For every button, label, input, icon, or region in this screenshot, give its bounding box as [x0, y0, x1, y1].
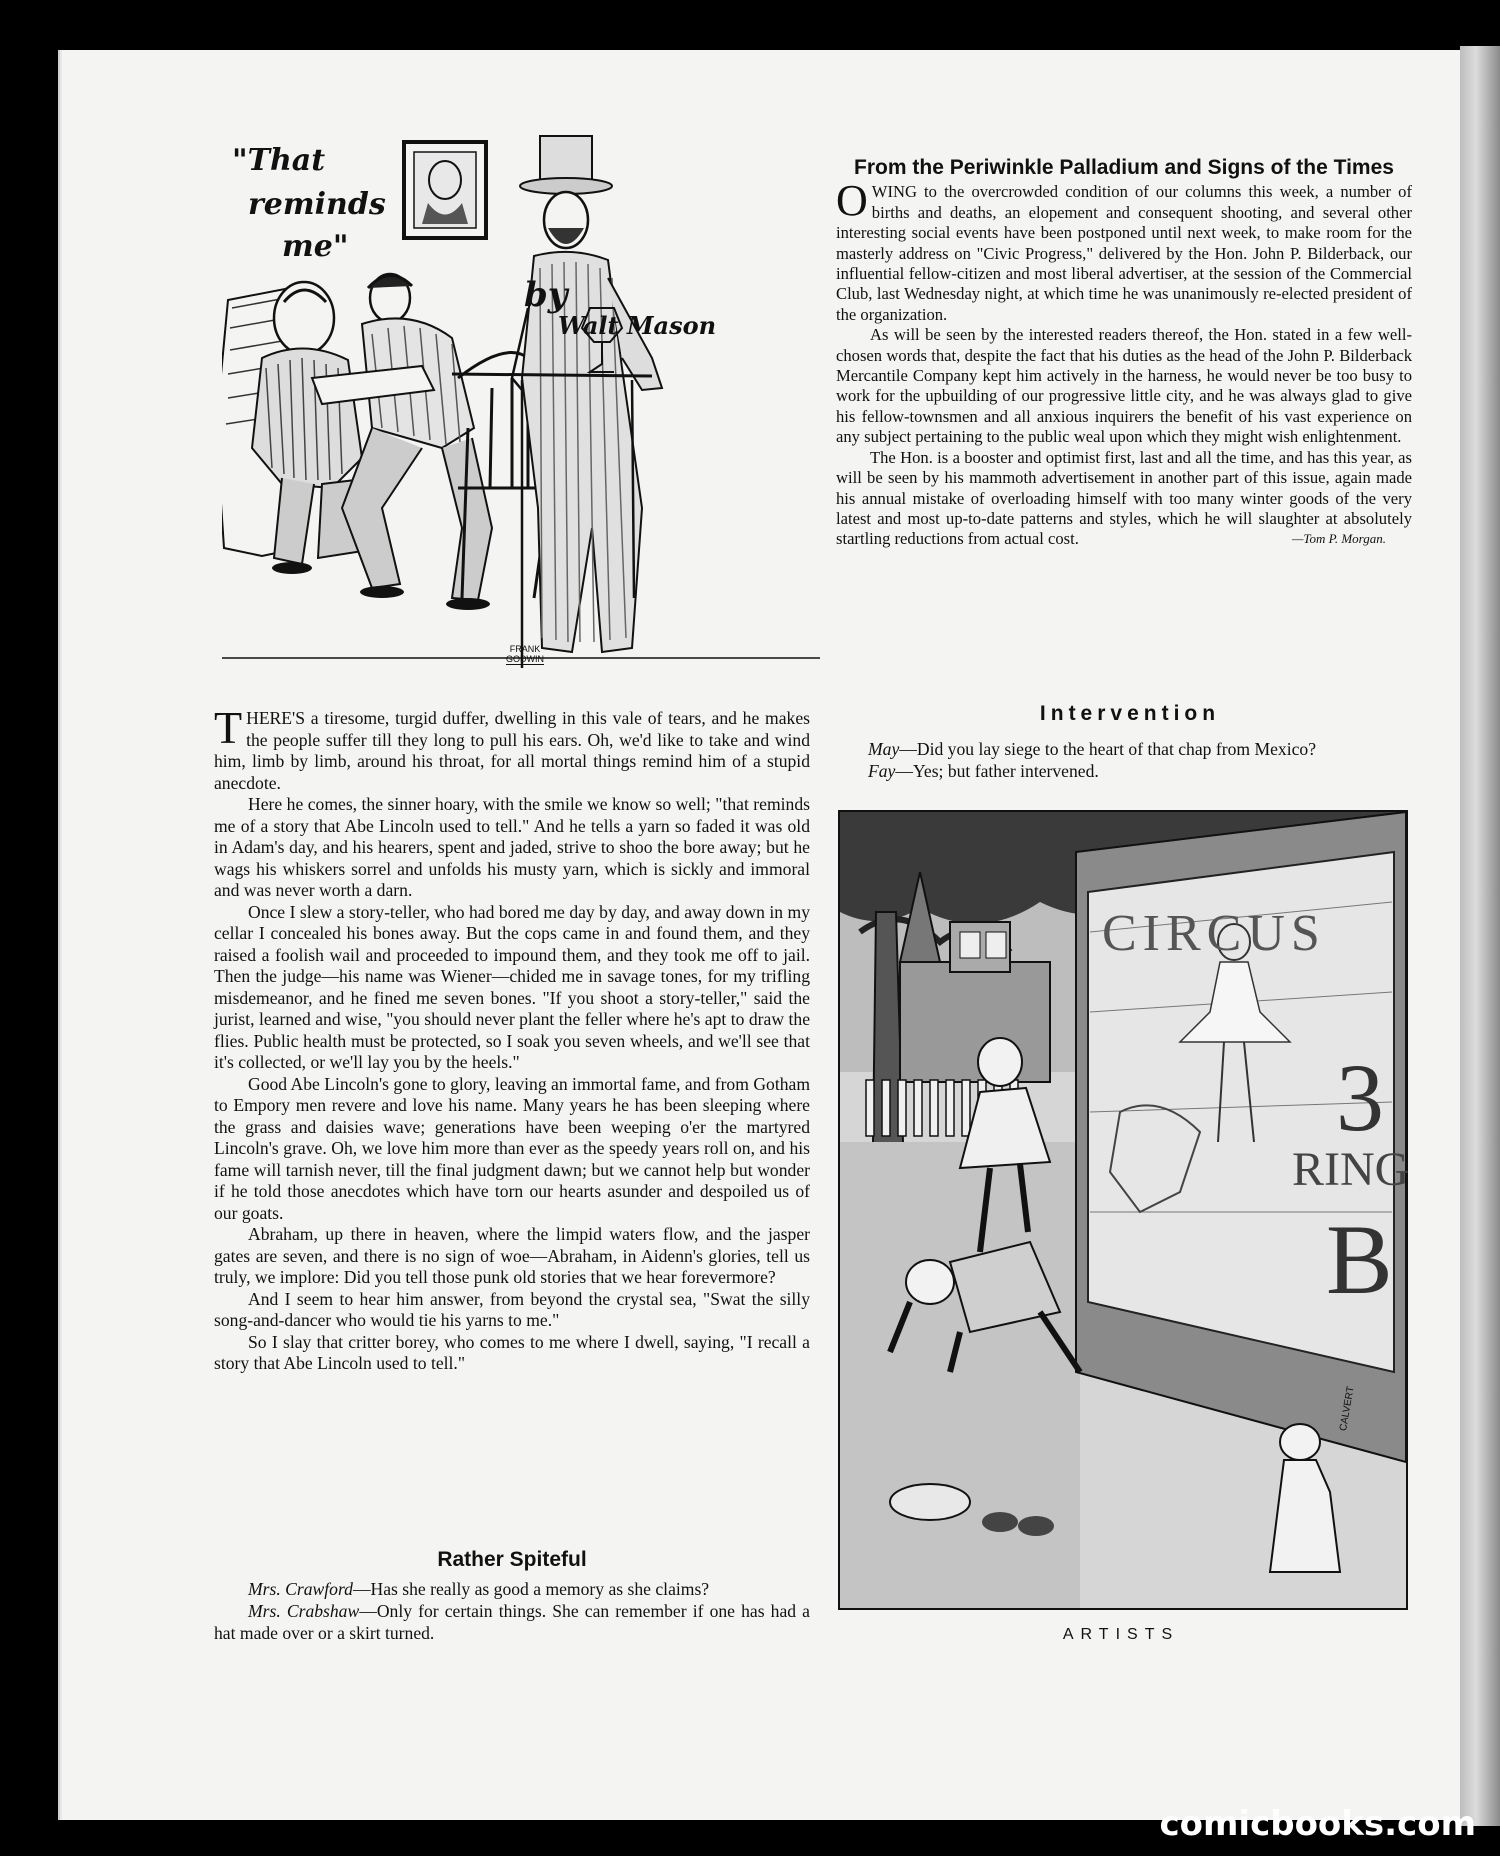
that-reminds-me-illustration: [222, 128, 820, 680]
artists-signature: CALVERT: [1338, 1385, 1357, 1432]
watermark: comicbooks.com: [1159, 1804, 1476, 1844]
periwinkle-dropcap: O: [836, 176, 868, 226]
intervention-line-1: May—Did you lay siege to the heart of that chap from Mexico?: [868, 739, 1317, 759]
article-paragraph-6: And I seem to hear him answer, from beyond the crystal sea, "Swat the silly song-and-dancer who would tie his yarns to me.": [214, 1288, 810, 1330]
artists-caption: ARTISTS: [1062, 1626, 1180, 1643]
article-paragraph-1: THERE'S a tiresome, turgid duffer, dwelling in this vale of tears, and he makes the people suffer till they long to pull his ears. Oh, we'd like to take and wind him, limb by limb, around his throat, for all mortal things remind him of a stupid anecdote.: [214, 702, 810, 793]
poster-text-mid: RING: [1292, 1143, 1410, 1196]
rather-spiteful-title: Rather Spiteful: [437, 1548, 587, 1571]
article-paragraph-2: Here he comes, the sinner hoary, with the smile we know so well; "that reminds me of a story that Abe Lincoln used to tell." And he tells a yarn so faded it was old in Adam's day, and his hearers, spent and jaded, strive to shoo the bore away; but he wags his whiskers sorrel and unfolds his musty yarn, which is sickly and immoral and was never worth a darn.: [214, 794, 810, 900]
periwinkle-paragraph-3: The Hon. is a booster and optimist first, last and all the time, and has this year, as will be seen by his mammoth advertisement in another part of this issue, again made his annual mistake of overloading himself with too many winter goods of the very latest and most up-to-date patterns and styles, which he will slaughter at absolutely startling reductions from actual cost. —Tom P. Morgan.: [836, 447, 1412, 549]
periwinkle-title: From the Periwinkle Palladium and Signs of the Times: [854, 156, 1394, 179]
illustration-signature-line-1: FRANK: [509, 644, 541, 654]
intervention-body: [868, 738, 1428, 782]
illustration-by: by: [524, 275, 568, 315]
next-page-edge: [1460, 46, 1500, 1826]
intervention-speaker-1: May: [868, 739, 900, 759]
article-paragraph-7: So I slay that critter borey, who comes to me where I dwell, saying, "I recall a story that Abe Lincoln used to tell.": [214, 1331, 810, 1373]
poster-text-top: CIRCUS: [1102, 905, 1326, 962]
periwinkle-paragraph-1: OWING to the overcrowded condition of our columns this week, a number of births and deaths, an elopement and consequent shooting, and several other interesting social events have been postponed until next week, to make room for the masterly address on "Civic Progress," delivered by the Hon. John P. Bilderback, our influential fellow-citizen and most liberal advertiser, at the session of the Commercial Club, last Wednesday night, at which time he was unanimously re-elected president of the organization.: [836, 176, 1412, 324]
intervention-speaker-2: Fay: [868, 761, 896, 781]
spiteful-speaker-1: Mrs. Crawford: [248, 1579, 353, 1599]
periwinkle-article: [836, 158, 1412, 550]
illustration-title-line-2: reminds: [248, 187, 386, 222]
poster-text-big: 3: [1336, 1044, 1384, 1151]
article-paragraph-3: Once I slew a story-teller, who had bored me day by day, and away down in my cellar I concealed his bones away. But the cops came in and found them, and they raised a foolish wail and proceeded to impound them, and they took me off to jail. Then the judge—his name was Wiener—chided me in savage tones, for my trifling misdemeanor, and he fined me seven bones. "If you shoot a story-teller," said the jurist, learned and wise, "you should never plant the feller where he's apt to draw the flies. Public health must be protected, so I soak you seven wheels, and we'll see that it's collected, or we'll lay you by the heels.": [214, 901, 810, 1072]
intervention-title: Intervention: [1039, 702, 1221, 725]
spiteful-line-2: Mrs. Crabshaw—Only for certain things. She can remember if one has had a hat made over or a skirt turned.: [214, 1601, 810, 1643]
illustration-title-line-1: "That: [232, 143, 326, 178]
illustration-signature: [506, 644, 544, 665]
article-paragraph-4: Good Abe Lincoln's gone to glory, leaving an immortal fame, and from Gotham to Empory men revere and love his name. Many years he has been sleeping where the grass and daisies wave; generations have been weeping o'er the martyred Lincoln's grave. Oh, we love him more than ever as the speedy years roll on, and his fame will tarnish never, till the final judgment dawn; but we cannot help but wonder if he told those anecdotes which have torn our hearts asunder and despoiled us of our goats.: [214, 1073, 810, 1223]
illustration-author: Walt Mason: [558, 311, 717, 340]
spiteful-speaker-2: Mrs. Crabshaw: [248, 1601, 360, 1621]
poster-text-bottom: B: [1326, 1204, 1393, 1315]
intervention-line-2: Fay—Yes; but father intervened.: [868, 761, 1099, 781]
illustration-signature-line-2: GODWIN: [506, 654, 544, 664]
periwinkle-paragraph-2: As will be seen by the interested readers thereof, the Hon. stated in a few well-chosen words that, despite the fact that his duties as the head of the John P. Bilderback Mercantile Company kept him actively in the harness, he would never be too busy to work for the upbuilding of our progressive little city, and he was always glad to give his fellow-townsmen and all anxious inquirers the benefit of his vast experience on any subject pertaining to the public weal upon which they might wish enlightenment.: [836, 325, 1412, 447]
rather-spiteful-body: [214, 1578, 810, 1644]
artists-illustration: [838, 810, 1408, 1610]
article-paragraph-5: Abraham, up there in heaven, where the limpid waters flow, and the jasper gates are seven, and there is no sign of woe—Abraham, in Aidenn's glories, tell us truly, we implore: Did you tell those punk old stories that we hear forevermore?: [214, 1224, 810, 1287]
that-reminds-me-article: [214, 702, 810, 1375]
spiteful-line-1: Mrs. Crawford—Has she really as good a memory as she claims?: [248, 1579, 710, 1599]
periwinkle-byline: —Tom P. Morgan.: [1291, 531, 1386, 547]
article-dropcap: T: [214, 702, 243, 753]
illustration-title-line-3: me": [282, 229, 349, 264]
